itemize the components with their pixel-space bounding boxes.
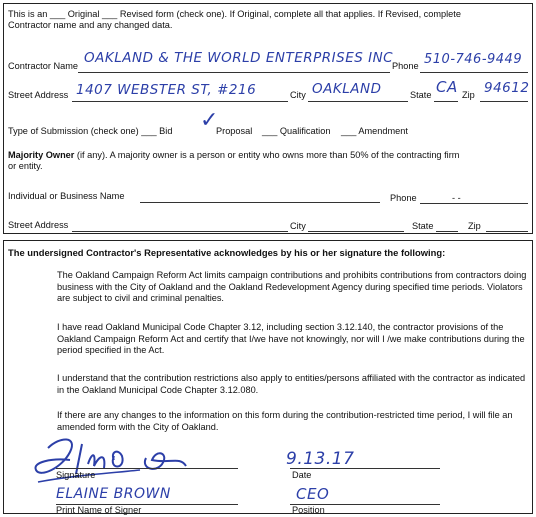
ack-paragraph-2: I have read Oakland Municipal Code Chapter 3.12, including section 3.12.140, the contractor provisions of the Oakland Campaign Reform Act and certify that I/we have not knowingly, nor will I /we make contributions during the period specified in the Act.: [57, 322, 525, 356]
phone-label: Phone: [392, 61, 419, 71]
submission-qualification: ___ Qualification: [262, 126, 331, 136]
owner-phone-line[interactable]: [420, 203, 528, 204]
owner-state-line[interactable]: [436, 231, 458, 232]
individual-business-line[interactable]: [140, 202, 380, 203]
street-address-line: [72, 101, 288, 102]
ack-paragraph-1: The Oakland Campaign Reform Act limits campaign contributions and prohibits contributions from contractors doing business with the City of Oakland and the Oakland Redevelopment Agency during specified time periods. Violators are subject to civil and criminal penalties.: [57, 270, 527, 304]
submission-amendment: ___ Amendment: [341, 126, 408, 136]
print-name-value[interactable]: ELAINE BROWN: [56, 486, 171, 502]
proposal-check-mark[interactable]: ✓: [200, 108, 219, 133]
ack-paragraph-4: If there are any changes to the information on this form during the contribution-restricted time period, I will file an amended form with the City of Oakland.: [57, 410, 513, 432]
contractor-name-value[interactable]: OAKLAND & THE WORLD ENTERPRISES INC: [84, 50, 394, 66]
signature-label: Signature: [56, 470, 96, 480]
owner-zip-line[interactable]: [486, 231, 528, 232]
owner-phone-label: Phone: [390, 193, 417, 203]
position-label: Position: [292, 505, 325, 515]
state-label: State: [410, 90, 432, 100]
individual-business-label: Individual or Business Name: [8, 191, 125, 201]
form-type-line2: Contractor name and any changed data.: [8, 20, 173, 30]
owner-street-line[interactable]: [72, 231, 288, 232]
contractor-name-label: Contractor Name: [8, 61, 78, 71]
phone-line: [420, 72, 528, 73]
owner-state-label: State: [412, 221, 434, 231]
city-label: City: [290, 90, 306, 100]
state-value[interactable]: CA: [436, 78, 458, 96]
signature-line[interactable]: [56, 468, 238, 469]
acknowledgement-heading: The undersigned Contractor's Representative acknowledges by his or her signature the following:: [8, 247, 446, 258]
zip-line: [480, 101, 528, 102]
majority-owner-heading: Majority Owner: [8, 150, 75, 160]
majority-owner-text: (if any). A majority owner is a person or entity who owns more than 50% of the contracting firm: [74, 150, 460, 160]
contractor-name-line: [78, 72, 390, 73]
city-value[interactable]: OAKLAND: [312, 81, 382, 97]
zip-label: Zip: [462, 90, 475, 100]
date-line[interactable]: [290, 468, 440, 469]
submission-proposal: Proposal: [216, 126, 253, 136]
submission-prefix: Type of Submission (check one) ___ Bid: [8, 126, 173, 136]
owner-zip-label: Zip: [468, 221, 481, 231]
date-label: Date: [292, 470, 312, 480]
owner-city-label: City: [290, 221, 306, 231]
street-address-label: Street Address: [8, 90, 69, 100]
phone-value[interactable]: 510-746-9449: [424, 52, 523, 67]
owner-street-label: Street Address: [8, 220, 69, 230]
position-value[interactable]: CEO: [296, 485, 330, 503]
ack-paragraph-3: I understand that the contribution restrictions also apply to entities/persons affiliated with the contractor as indicated in the Oakland Municipal Code Chapter 3.12.080.: [57, 373, 526, 395]
zip-value[interactable]: 94612: [484, 80, 530, 96]
print-name-label: Print Name of Signer: [56, 505, 142, 515]
street-address-value[interactable]: 1407 WEBSTER ST, #216: [76, 82, 257, 98]
majority-owner-line2: or entity.: [8, 161, 43, 171]
majority-owner-line1: [8, 150, 459, 161]
form-type-line1: This is an ___ Original ___ Revised form (check one). If Original, complete all that applies. If Revised, complete: [8, 9, 461, 19]
date-value[interactable]: 9.13.17: [286, 449, 355, 469]
state-line: [434, 101, 458, 102]
owner-phone-dashes: - -: [452, 193, 461, 203]
owner-city-line[interactable]: [308, 231, 404, 232]
city-line: [308, 101, 408, 102]
